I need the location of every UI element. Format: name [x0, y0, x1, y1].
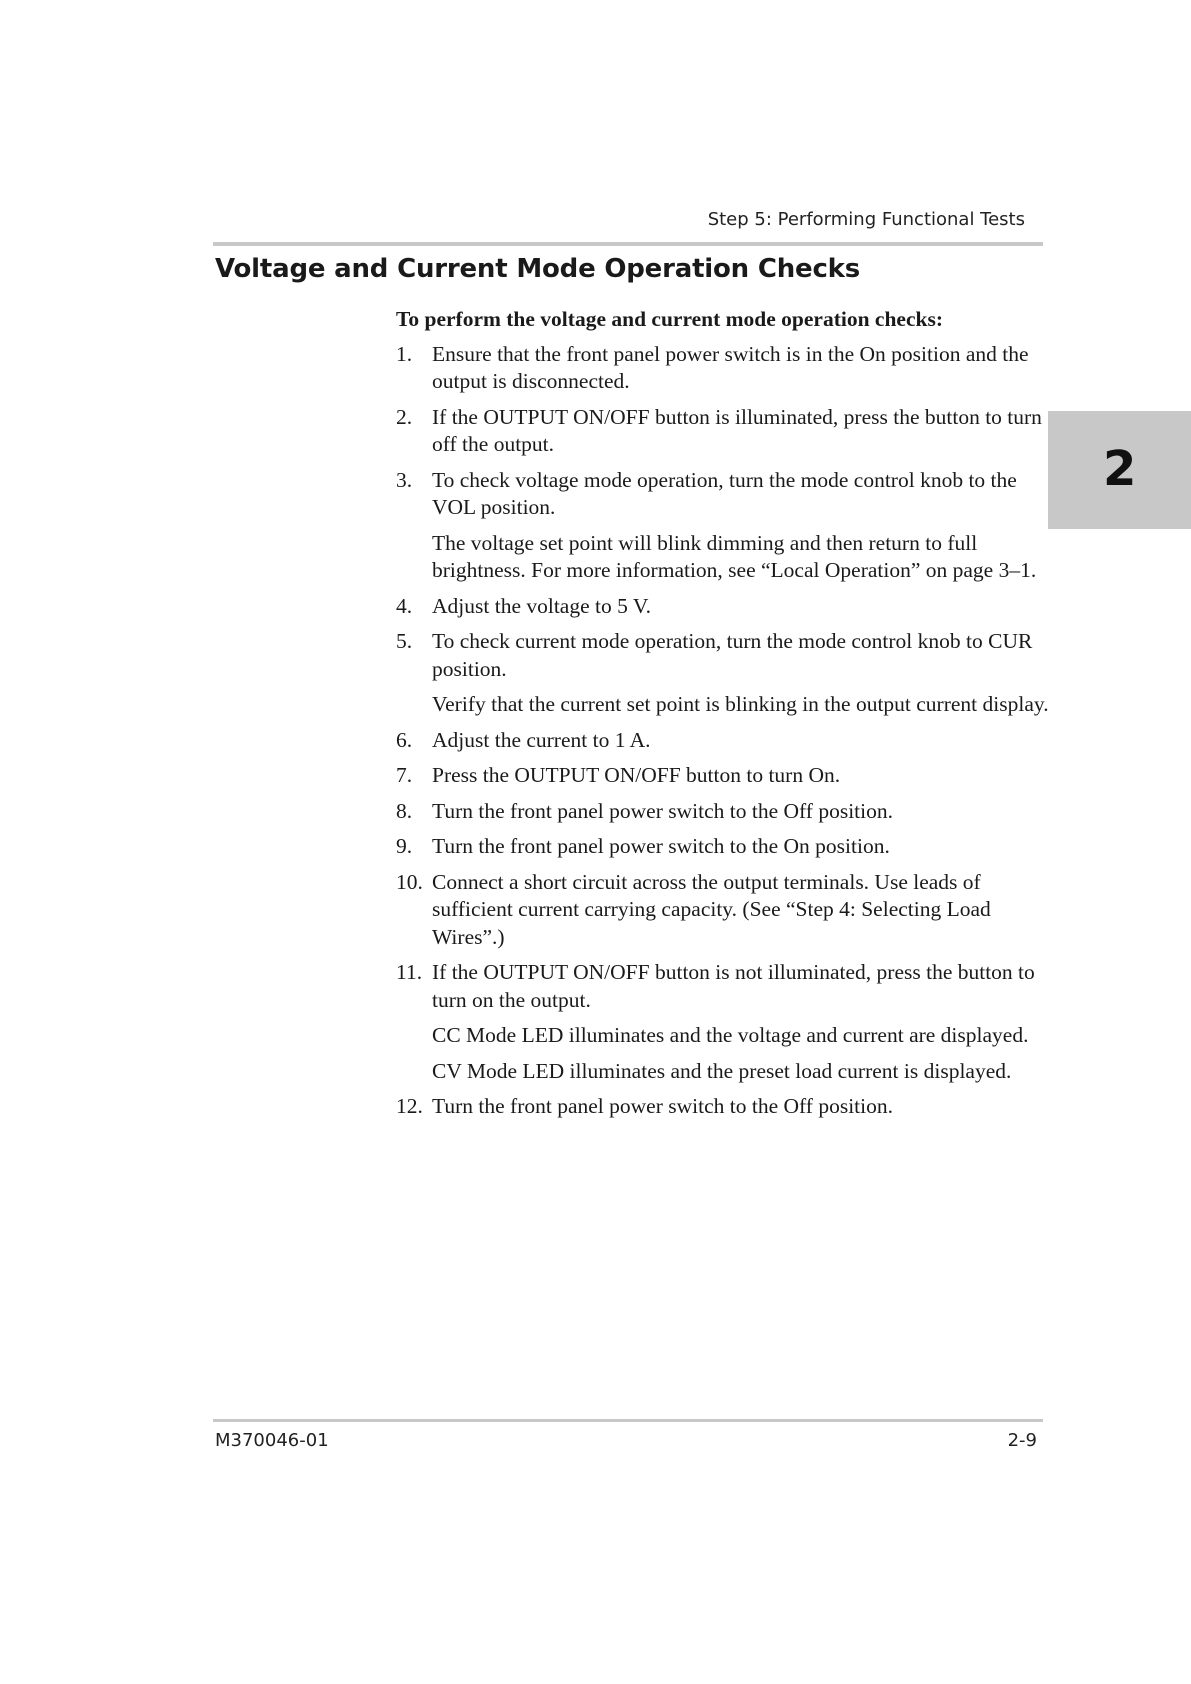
- step-number: 7.: [396, 763, 413, 787]
- step-number: 5.: [396, 629, 413, 653]
- step-text: If the OUTPUT ON/OFF button is illuminated, press the button to turn off the output.: [432, 404, 1042, 456]
- step-item: [396, 959, 1056, 1085]
- running-head: Step 5: Performing Functional Tests: [707, 209, 1025, 230]
- step-item: [396, 727, 1056, 755]
- step-text: Press the OUTPUT ON/OFF button to turn On.: [432, 763, 841, 787]
- bottom-rule: [213, 1419, 1043, 1422]
- step-text: Turn the front panel power switch to the Off position.: [432, 798, 894, 823]
- chapter-tab: [1048, 411, 1191, 529]
- step-text: Connect a short circuit across the output terminals. Use leads of sufficient current carrying capacity. (See “Step 4: Selecting Load Wires”.): [432, 869, 991, 949]
- step-item: [396, 762, 1056, 790]
- step-text: Adjust the voltage to 5 V.: [432, 593, 651, 618]
- steps-list: [396, 341, 1056, 1121]
- step-number: 11.: [396, 960, 423, 984]
- step-text: Turn the front panel power switch to the On position.: [432, 834, 890, 858]
- step-item: [396, 833, 1056, 861]
- step-text: Ensure that the front panel power switch is in the On position and the output is disconnected.: [432, 341, 1029, 393]
- step-number: 4.: [396, 593, 413, 618]
- step-item: [396, 798, 1056, 826]
- step-number: 6.: [396, 727, 413, 752]
- step-item: [396, 869, 1056, 952]
- step-text: Adjust the current to 1 A.: [432, 727, 651, 752]
- procedure-content: [396, 306, 1056, 1129]
- step-note: CC Mode LED illuminates and the voltage and current are displayed.: [432, 1023, 1029, 1047]
- step-text: To check voltage mode operation, turn the mode control knob to the VOL position.: [432, 467, 1017, 519]
- step-text: To check current mode operation, turn the mode control knob to CUR position.: [432, 629, 1033, 681]
- step-number: 8.: [396, 798, 413, 823]
- step-text: Turn the front panel power switch to the Off position.: [432, 1094, 894, 1118]
- step-number: 9.: [396, 834, 413, 858]
- step-note: CV Mode LED illuminates and the preset load current is displayed.: [432, 1058, 1012, 1083]
- doc-number: M370046-01: [215, 1430, 329, 1451]
- section-title: Voltage and Current Mode Operation Checks: [215, 254, 861, 284]
- procedure-heading: To perform the voltage and current mode operation checks:: [396, 307, 943, 331]
- step-number: 12.: [396, 1094, 423, 1118]
- step-item: [396, 467, 1056, 585]
- step-number: 3.: [396, 467, 413, 492]
- step-number: 10.: [396, 869, 423, 894]
- step-item: [396, 593, 1056, 621]
- step-item: [396, 404, 1056, 459]
- page-number: 2-9: [1007, 1430, 1037, 1451]
- step-item: [396, 1093, 1056, 1121]
- step-note: The voltage set point will blink dimming and then return to full brightness. For more information, see “Local Operation” on page 3–1.: [432, 530, 1037, 582]
- step-note: Verify that the current set point is blinking in the output current display.: [432, 692, 1049, 716]
- step-number: 1.: [396, 341, 413, 366]
- step-text: If the OUTPUT ON/OFF button is not illuminated, press the button to turn on the output.: [432, 960, 1035, 1012]
- step-number: 2.: [396, 404, 413, 429]
- top-rule: [213, 242, 1043, 246]
- chapter-number: 2: [1103, 441, 1137, 497]
- step-item: [396, 628, 1056, 719]
- step-item: [396, 341, 1056, 396]
